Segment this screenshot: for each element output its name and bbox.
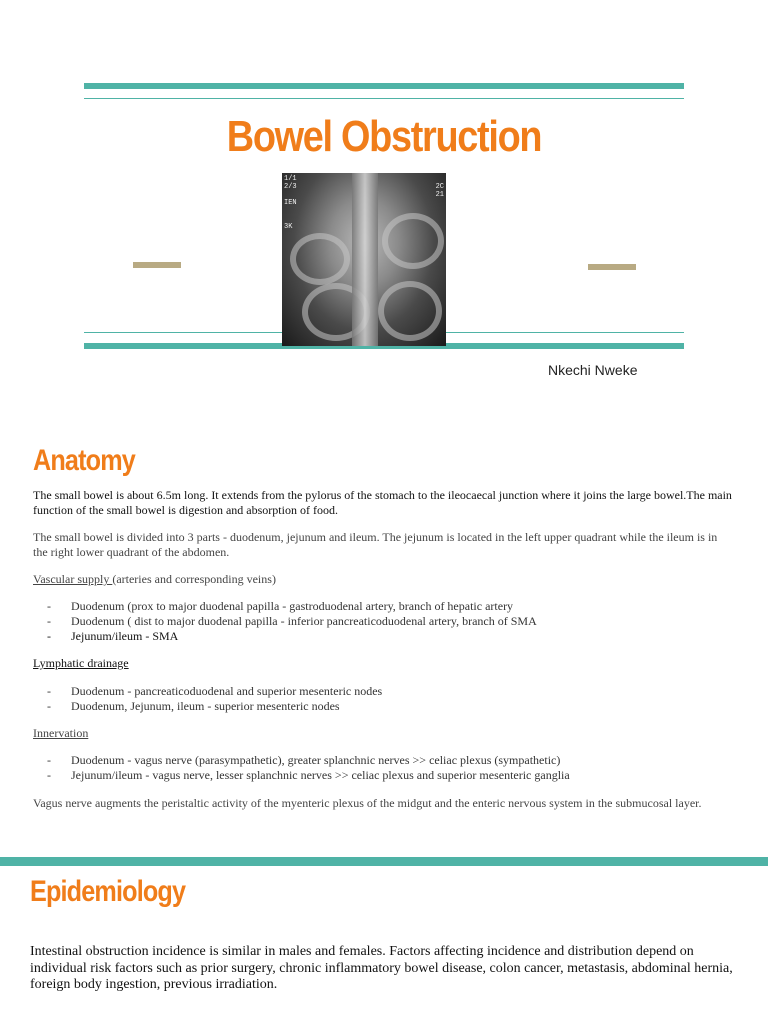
vascular-supply-suffix: (arteries and corresponding veins): [112, 572, 276, 586]
vascular-supply-label: Vascular supply: [33, 572, 113, 586]
lymphatic-drainage-heading: [33, 656, 733, 671]
vascular-supply-list: [33, 599, 733, 644]
author-name: Nkechi Nweke: [548, 362, 638, 378]
abdominal-xray-image: [282, 173, 446, 346]
list-item: - Duodenum, Jejunum, ileum - superior mesenteric nodes: [33, 699, 733, 714]
innervation-label: Innervation: [33, 726, 89, 740]
right-accent-dash: [588, 264, 636, 270]
list-item: - Duodenum ( dist to major duodenal papilla - inferior pancreaticoduodenal artery, branch of SMA: [33, 614, 733, 629]
list-item: - Jejunum/ileum - SMA: [33, 629, 733, 644]
document-title: Bowel Obstruction: [226, 112, 542, 161]
innervation-list: [33, 753, 733, 783]
anatomy-parts: The small bowel is divided into 3 parts - duodenum, jejunum and ileum. The jejunum is located in the left upper quadrant while the ileum is in the right lower quadrant of the abdomen.: [33, 530, 718, 559]
lymphatic-drainage-list: [33, 684, 733, 714]
xray-spine: [352, 173, 378, 346]
list-item: - Jejunum/ileum - vagus nerve, lesser splanchnic nerves >> celiac plexus and superior mesenteric ganglia: [33, 768, 733, 783]
vascular-supply-heading: [33, 572, 733, 587]
list-item: - Duodenum (prox to major duodenal papilla - gastroduodenal artery, branch of hepatic artery: [33, 599, 733, 614]
title-top-rule: [84, 98, 684, 99]
list-item: - Duodenum - vagus nerve (parasympathetic), greater splanchnic nerves >> celiac plexus (sympathetic): [33, 753, 733, 768]
list-item: - Duodenum - pancreaticoduodenal and superior mesenteric nodes: [33, 684, 733, 699]
innervation-heading: [33, 726, 733, 741]
section-separator-bar: [0, 857, 768, 866]
anatomy-heading: Anatomy: [33, 444, 135, 477]
xray-labels-left: 1/1 2/3 IEN 3K: [284, 175, 297, 231]
lymphatic-drainage-label: Lymphatic drainage: [33, 656, 129, 670]
xray-labels-right: 2C 21: [435, 183, 444, 199]
title-top-bar: [84, 83, 684, 89]
epidemiology-text: Intestinal obstruction incidence is similar in males and females. Factors affecting incidence and distribution depend on individual risk factors such as prior surgery, chronic inflammatory bowel disease, colon cancer, metastasis, abdominal hernia, foreign body ingestion, previous irradiation.: [30, 944, 733, 992]
vagus-note: Vagus nerve augments the peristaltic activity of the myenteric plexus of the midgut and the enteric nervous system in the submucosal layer.: [33, 796, 702, 810]
epidemiology-heading: Epidemiology: [30, 875, 186, 908]
left-accent-dash: [133, 262, 181, 268]
anatomy-intro: The small bowel is about 6.5m long. It extends from the pylorus of the stomach to the ileocaecal junction where it joins the large bowel.The main function of the small bowel is digestion and absorption of food.: [33, 488, 732, 517]
